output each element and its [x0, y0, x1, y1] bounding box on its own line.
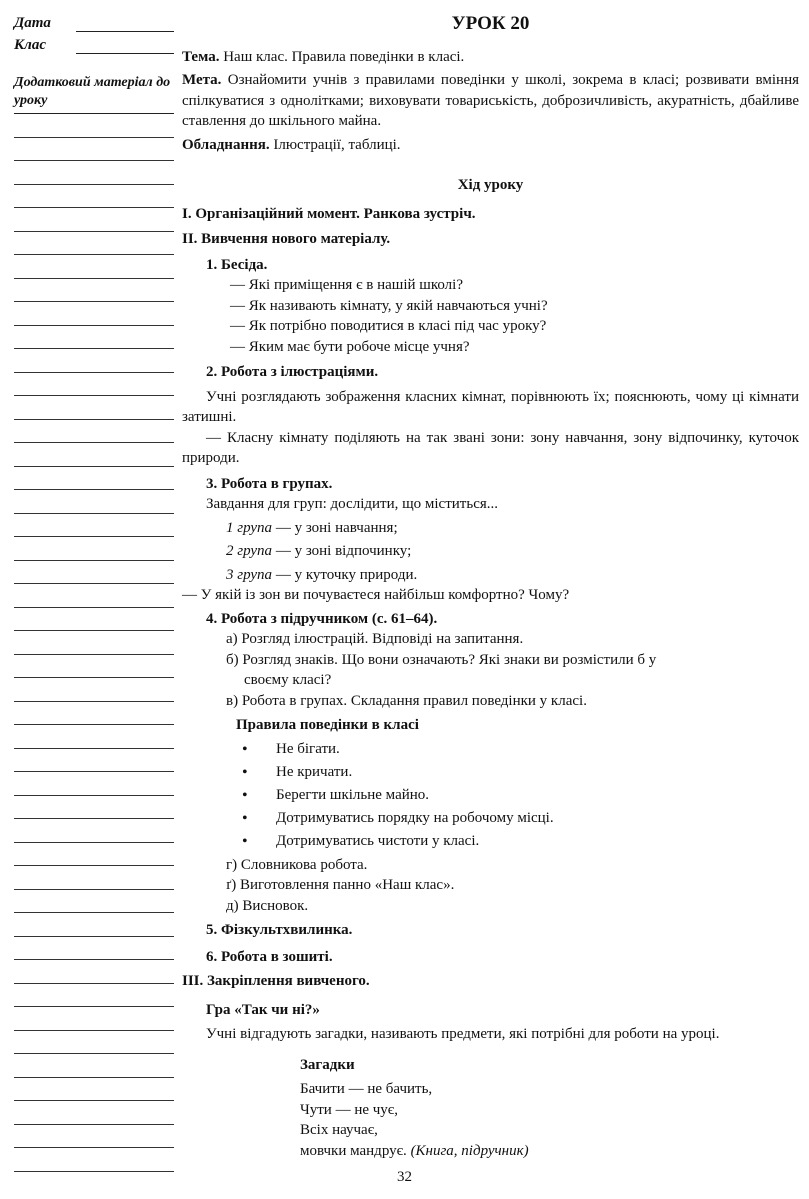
- note-line: [14, 796, 174, 820]
- question: — Як називають кімнату, у якій навчаються учні?: [230, 297, 548, 314]
- section-3: III. Закріплення вивченого.: [182, 973, 370, 989]
- rule-item: • Дотримуватись чистоти у класі.: [242, 830, 799, 853]
- subitem-continued: своєму класі?: [244, 672, 332, 688]
- group-text: — у зоні навчання;: [272, 519, 398, 536]
- note-line: [14, 561, 174, 585]
- riddle-line: [182, 1141, 799, 1162]
- class-label: Клас: [14, 37, 47, 53]
- section-2-3: 3. Робота в групах.: [206, 475, 333, 492]
- section-2-5: 5. Фізкультхвилинка.: [206, 922, 353, 938]
- date-label: Дата: [14, 15, 51, 31]
- subitem: д) Висновок.: [226, 897, 309, 914]
- note-line: [14, 514, 174, 538]
- rule-item: • Берегти шкільне майно.: [242, 784, 799, 807]
- note-line: [14, 255, 174, 279]
- note-line: [14, 490, 174, 514]
- section-2-4: 4. Робота з підручником (с. 61–64).: [206, 610, 438, 627]
- note-line: [14, 232, 174, 256]
- note-line: [14, 443, 174, 467]
- topic-text: Наш клас. Правила поведінки в класі.: [223, 48, 465, 65]
- subitem: в) Робота в групах. Складання правил поведінки у класі.: [226, 692, 587, 709]
- paragraph: — Класну кімнату поділяють на так звані зони: зону навчання, зону відпочинку, куточок природи.: [182, 429, 799, 466]
- note-line: [14, 302, 174, 326]
- note-line: [14, 702, 174, 726]
- rules-list: [182, 738, 799, 853]
- rule-item: • Дотримуватись порядку на робочому місці.: [242, 807, 799, 830]
- riddle-answer: (Книга, підручник): [410, 1142, 529, 1159]
- group-label: 1 група: [226, 519, 273, 536]
- equipment-text: Ілюстрації, таблиці.: [273, 136, 401, 153]
- note-line: [14, 913, 174, 937]
- question: — У якій із зон ви почуваєтеся найбільш комфортно? Чому?: [182, 587, 570, 603]
- subitem: б) Розгляд знаків. Що вони означають? Які знаки ви розмістили б у: [226, 651, 657, 668]
- note-line: [14, 1078, 174, 1102]
- rule-item: • Не бігати.: [242, 738, 799, 761]
- note-line: [14, 1007, 174, 1031]
- note-line: [14, 279, 174, 303]
- date-row: [14, 10, 174, 32]
- note-line: [14, 584, 174, 608]
- note-line: [14, 467, 174, 491]
- subitem: ґ) Виготовлення панно «Наш клас».: [226, 877, 455, 893]
- group-label: 2 група: [226, 543, 273, 559]
- note-line: [14, 349, 174, 373]
- rule-item: • Не кричати.: [242, 761, 799, 784]
- riddles-title: Загадки: [300, 1056, 355, 1073]
- note-line: [14, 655, 174, 679]
- sidebar: [14, 10, 174, 1172]
- section-2: II. Вивчення нового матеріалу.: [182, 231, 391, 247]
- subitem: г) Словникова робота.: [226, 856, 368, 873]
- note-line: [14, 396, 174, 420]
- paragraph: Учні розглядають зображення класних кімнат, порівнюють їх; пояснюють, чому ці кімнати затишні.: [182, 388, 799, 425]
- note-line: [14, 984, 174, 1008]
- note-line: [14, 678, 174, 702]
- note-line: [14, 420, 174, 444]
- class-field[interactable]: [76, 39, 174, 54]
- page-number: 32: [397, 1169, 412, 1185]
- date-field[interactable]: [76, 17, 174, 32]
- equipment-line: [182, 135, 799, 156]
- note-line: [14, 373, 174, 397]
- question: — Які приміщення є в нашій школі?: [230, 277, 463, 293]
- question: — Як потрібно поводитися в класі під час уроку?: [230, 318, 547, 334]
- note-line: [14, 608, 174, 632]
- group-task: Завдання для груп: дослідити, що міститься...: [206, 496, 499, 512]
- riddle-text: мовчки мандрує.: [300, 1142, 407, 1159]
- note-line: [14, 161, 174, 185]
- lesson-title: УРОК 20: [451, 13, 530, 34]
- note-line: [14, 1148, 174, 1172]
- note-line: [14, 1125, 174, 1149]
- riddle-line: Всіх научає,: [300, 1122, 378, 1138]
- topic-line: [182, 47, 799, 68]
- paragraph: Учні відгадують загадки, називають предмети, які потрібні для роботи на уроці.: [206, 1026, 720, 1042]
- rules-title: Правила поведінки в класі: [236, 717, 419, 733]
- note-line: [14, 890, 174, 914]
- note-line: [14, 725, 174, 749]
- note-line: [14, 1101, 174, 1125]
- game-title: Гра «Так чи ні?»: [206, 1001, 320, 1018]
- section-2-6: 6. Робота в зошиті.: [206, 948, 333, 965]
- riddle-line: Чути — не чує,: [300, 1101, 398, 1118]
- section-2-2: 2. Робота з ілюстраціями.: [206, 364, 379, 380]
- note-line: [14, 866, 174, 890]
- note-line: [14, 631, 174, 655]
- note-line: [14, 326, 174, 350]
- group-text: — у зоні відпочинку;: [272, 543, 412, 559]
- subitem: а) Розгляд ілюстрацій. Відповіді на запитання.: [226, 631, 524, 647]
- extra-material-title: Додатковий матеріал до уроку: [14, 74, 174, 114]
- note-line: [14, 208, 174, 232]
- group-line: [182, 518, 799, 539]
- note-line: [14, 819, 174, 843]
- note-lines: [14, 114, 174, 1172]
- note-line: [14, 937, 174, 961]
- question: — Яким має бути робоче місце учня?: [230, 338, 470, 355]
- goal-label: Мета.: [182, 72, 222, 88]
- note-line: [14, 960, 174, 984]
- note-line: [14, 185, 174, 209]
- group-line: [182, 565, 799, 586]
- note-line: [14, 843, 174, 867]
- note-line: [14, 114, 174, 138]
- group-text: — у куточку природи.: [272, 566, 418, 583]
- note-line: [14, 749, 174, 773]
- goal-line: [182, 70, 799, 132]
- note-line: [14, 772, 174, 796]
- riddle-line: Бачити — не бачить,: [300, 1081, 433, 1097]
- course-heading: Хід уроку: [457, 177, 524, 193]
- section-1: I. Організаційний момент. Ранкова зустріч.: [182, 205, 476, 222]
- note-line: [14, 537, 174, 561]
- equipment-label: Обладнання.: [182, 136, 270, 153]
- note-line: [14, 138, 174, 162]
- group-label: 3 група: [226, 566, 273, 583]
- note-line: [14, 1054, 174, 1078]
- topic-label: Тема.: [182, 48, 220, 65]
- goal-text: Ознайомити учнів з правилами поведінки у школі, зокрема в класі; розвивати вміння спілкуватися з однолітками; виховувати товариськість, доброзичливість, акуратність, дбайливе ставлення до шкільного майна.: [182, 72, 800, 129]
- group-line: [182, 541, 799, 562]
- section-2-1: 1. Бесіда.: [206, 256, 268, 273]
- lesson-content: [182, 12, 799, 1161]
- class-row: [14, 32, 174, 54]
- note-line: [14, 1031, 174, 1055]
